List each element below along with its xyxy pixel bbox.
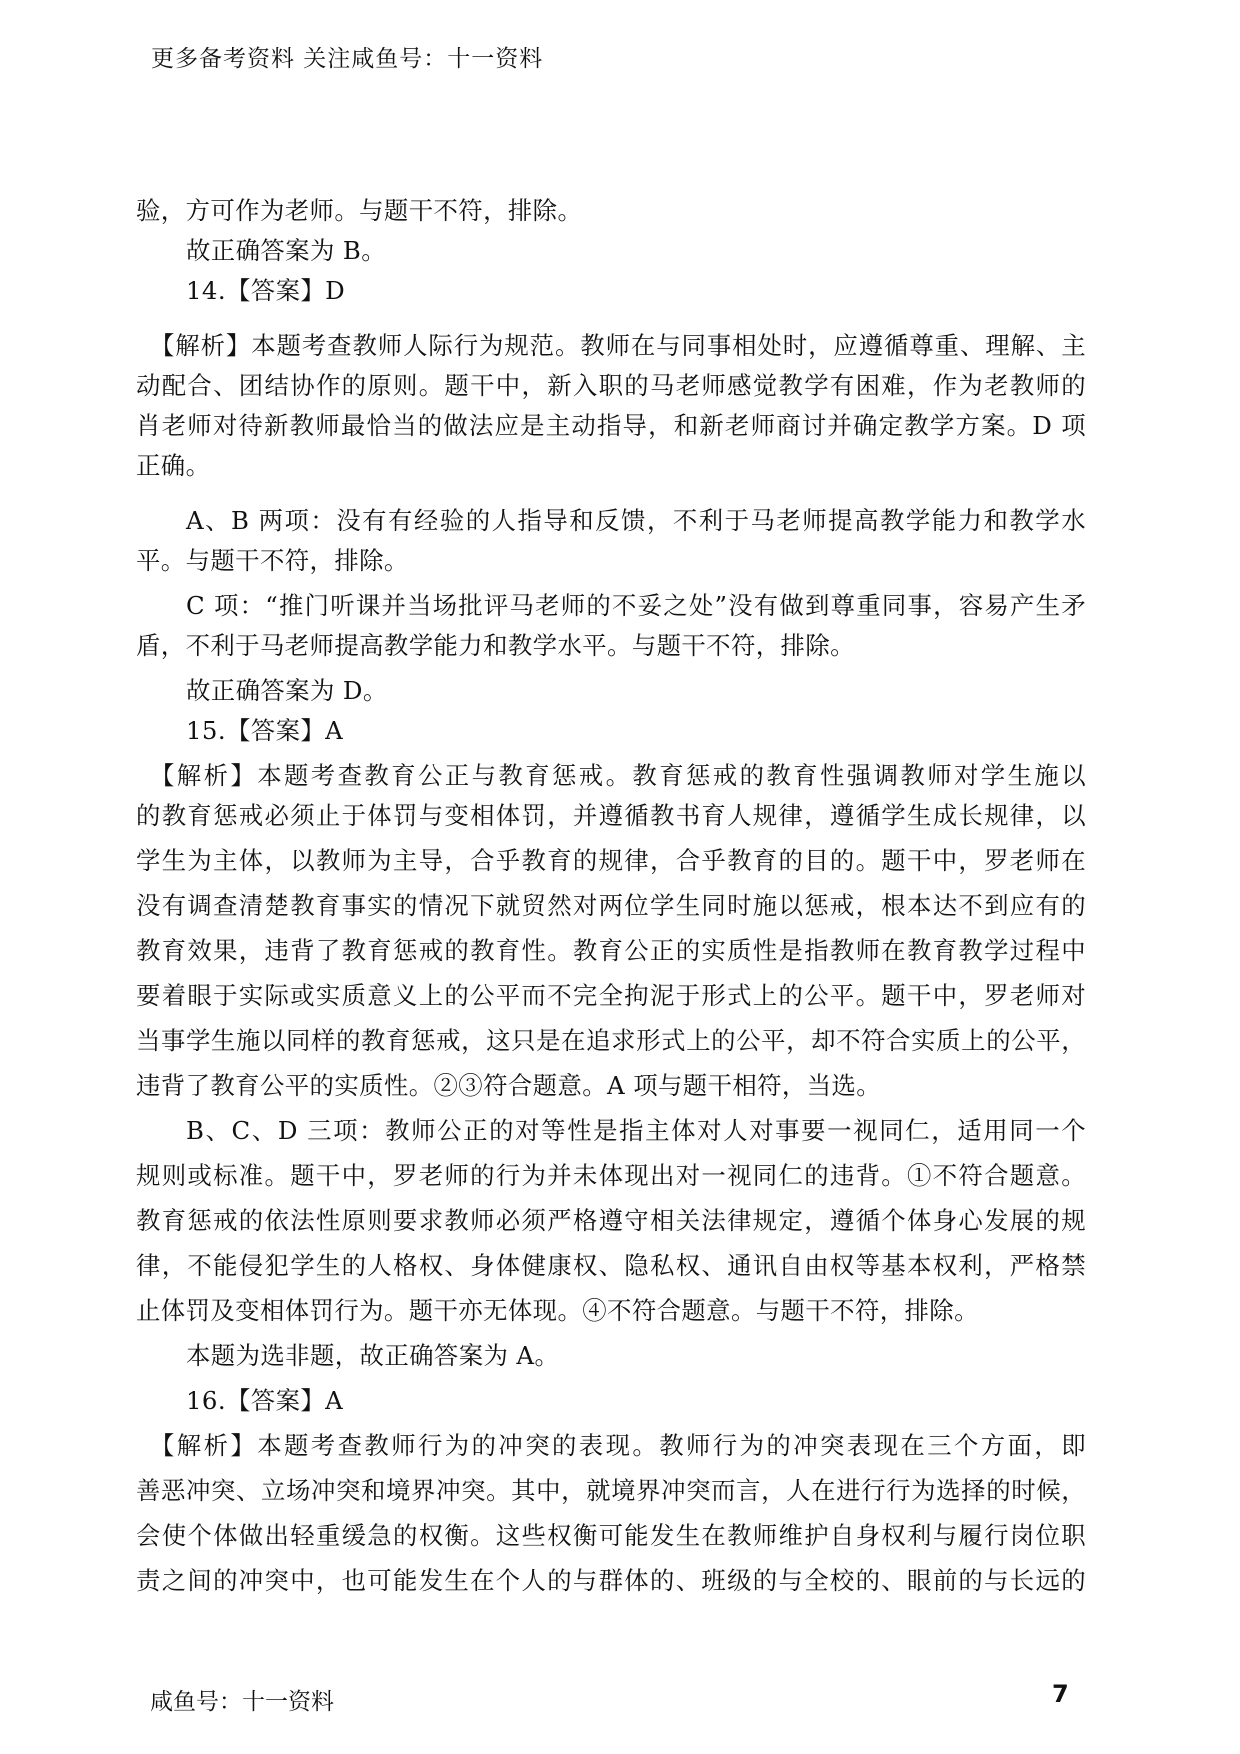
text-line: 规则或标准。题干中，罗老师的行为并未体现出对一视同仁的违背。①不符合题意。 [136, 1161, 1086, 1190]
text-line: 验，方可作为老师。与题干不符，排除。 [136, 196, 583, 225]
text-line: 的教育惩戒必须止于体罚与变相体罚，并遵循教书育人规律，遵循学生成长规律，以 [136, 801, 1086, 830]
text-line: A、B 两项：没有有经验的人指导和反馈，不利于马老师提高教学能力和教学水 [186, 506, 1086, 535]
text-line: 教育效果，违背了教育惩戒的教育性。教育公正的实质性是指教师在教育教学过程中 [136, 936, 1086, 965]
text-line: 善恶冲突、立场冲突和境界冲突。其中，就境界冲突而言，人在进行行为选择的时候， [136, 1476, 1086, 1505]
text-line: 【解析】本题考查教育公正与教育惩戒。教育惩戒的教育性强调教师对学生施以 [150, 761, 1086, 790]
footer-source-text: 咸鱼号：十一资料 [150, 1689, 334, 1715]
text-line: 会使个体做出轻重缓急的权衡。这些权衡可能发生在教师维护自身权利与履行岗位职 [136, 1521, 1086, 1550]
text-line: 平。与题干不符，排除。 [136, 546, 409, 575]
text-line: 要着眼于实际或实质意义上的公平而不完全拘泥于形式上的公平。题干中，罗老师对 [136, 981, 1086, 1010]
text-line: 责之间的冲突中，也可能发生在个人的与群体的、班级的与全校的、眼前的与长远的 [136, 1566, 1086, 1595]
text-line: 故正确答案为 D。 [186, 676, 388, 705]
text-line: 16.【答案】A [186, 1386, 344, 1415]
text-line: 没有调查清楚教育事实的情况下就贸然对两位学生同时施以惩戒，根本达不到应有的 [136, 891, 1086, 920]
text-line: 正确。 [136, 451, 211, 480]
text-line: 肖老师对待新教师最恰当的做法应是主动指导，和新老师商讨并确定教学方案。D 项 [136, 411, 1086, 440]
text-line: 盾，不利于马老师提高教学能力和教学水平。与题干不符，排除。 [136, 631, 855, 660]
text-line: 本题为选非题，故正确答案为 A。 [186, 1341, 560, 1370]
text-line: 学生为主体，以教师为主导，合乎教育的规律，合乎教育的目的。题干中，罗老师在 [136, 846, 1086, 875]
text-line: 止体罚及变相体罚行为。题干亦无体现。④不符合题意。与题干不符，排除。 [136, 1296, 979, 1325]
text-line: 15.【答案】A [186, 716, 344, 745]
text-line: 【解析】本题考查教师行为的冲突的表现。教师行为的冲突表现在三个方面，即 [150, 1431, 1086, 1460]
text-line: 动配合、团结协作的原则。题干中，新入职的马老师感觉教学有困难，作为老教师的 [136, 371, 1086, 400]
text-line: 故正确答案为 B。 [186, 236, 387, 265]
text-line: 【解析】本题考查教师人际行为规范。教师在与同事相处时，应遵循尊重、理解、主 [150, 331, 1086, 360]
text-line: 教育惩戒的依法性原则要求教师必须严格遵守相关法律规定，遵循个体身心发展的规 [136, 1206, 1086, 1235]
page-number: 7 [1052, 1680, 1069, 1708]
text-line: 当事学生施以同样的教育惩戒，这只是在追求形式上的公平，却不符合实质上的公平， [136, 1026, 1086, 1055]
text-line: 律，不能侵犯学生的人格权、身体健康权、隐私权、通讯自由权等基本权利，严格禁 [136, 1251, 1086, 1280]
text-line: B、C、D 三项：教师公正的对等性是指主体对人对事要一视同仁，适用同一个 [186, 1116, 1086, 1145]
header-promo-text: 更多备考资料 关注咸鱼号：十一资料 [151, 46, 544, 72]
text-line: 违背了教育公平的实质性。②③符合题意。A 项与题干相符，当选。 [136, 1071, 882, 1100]
text-line: 14.【答案】D [186, 276, 346, 305]
text-line: C 项：“推门听课并当场批评马老师的不妥之处”没有做到尊重同事，容易产生矛 [186, 591, 1086, 620]
